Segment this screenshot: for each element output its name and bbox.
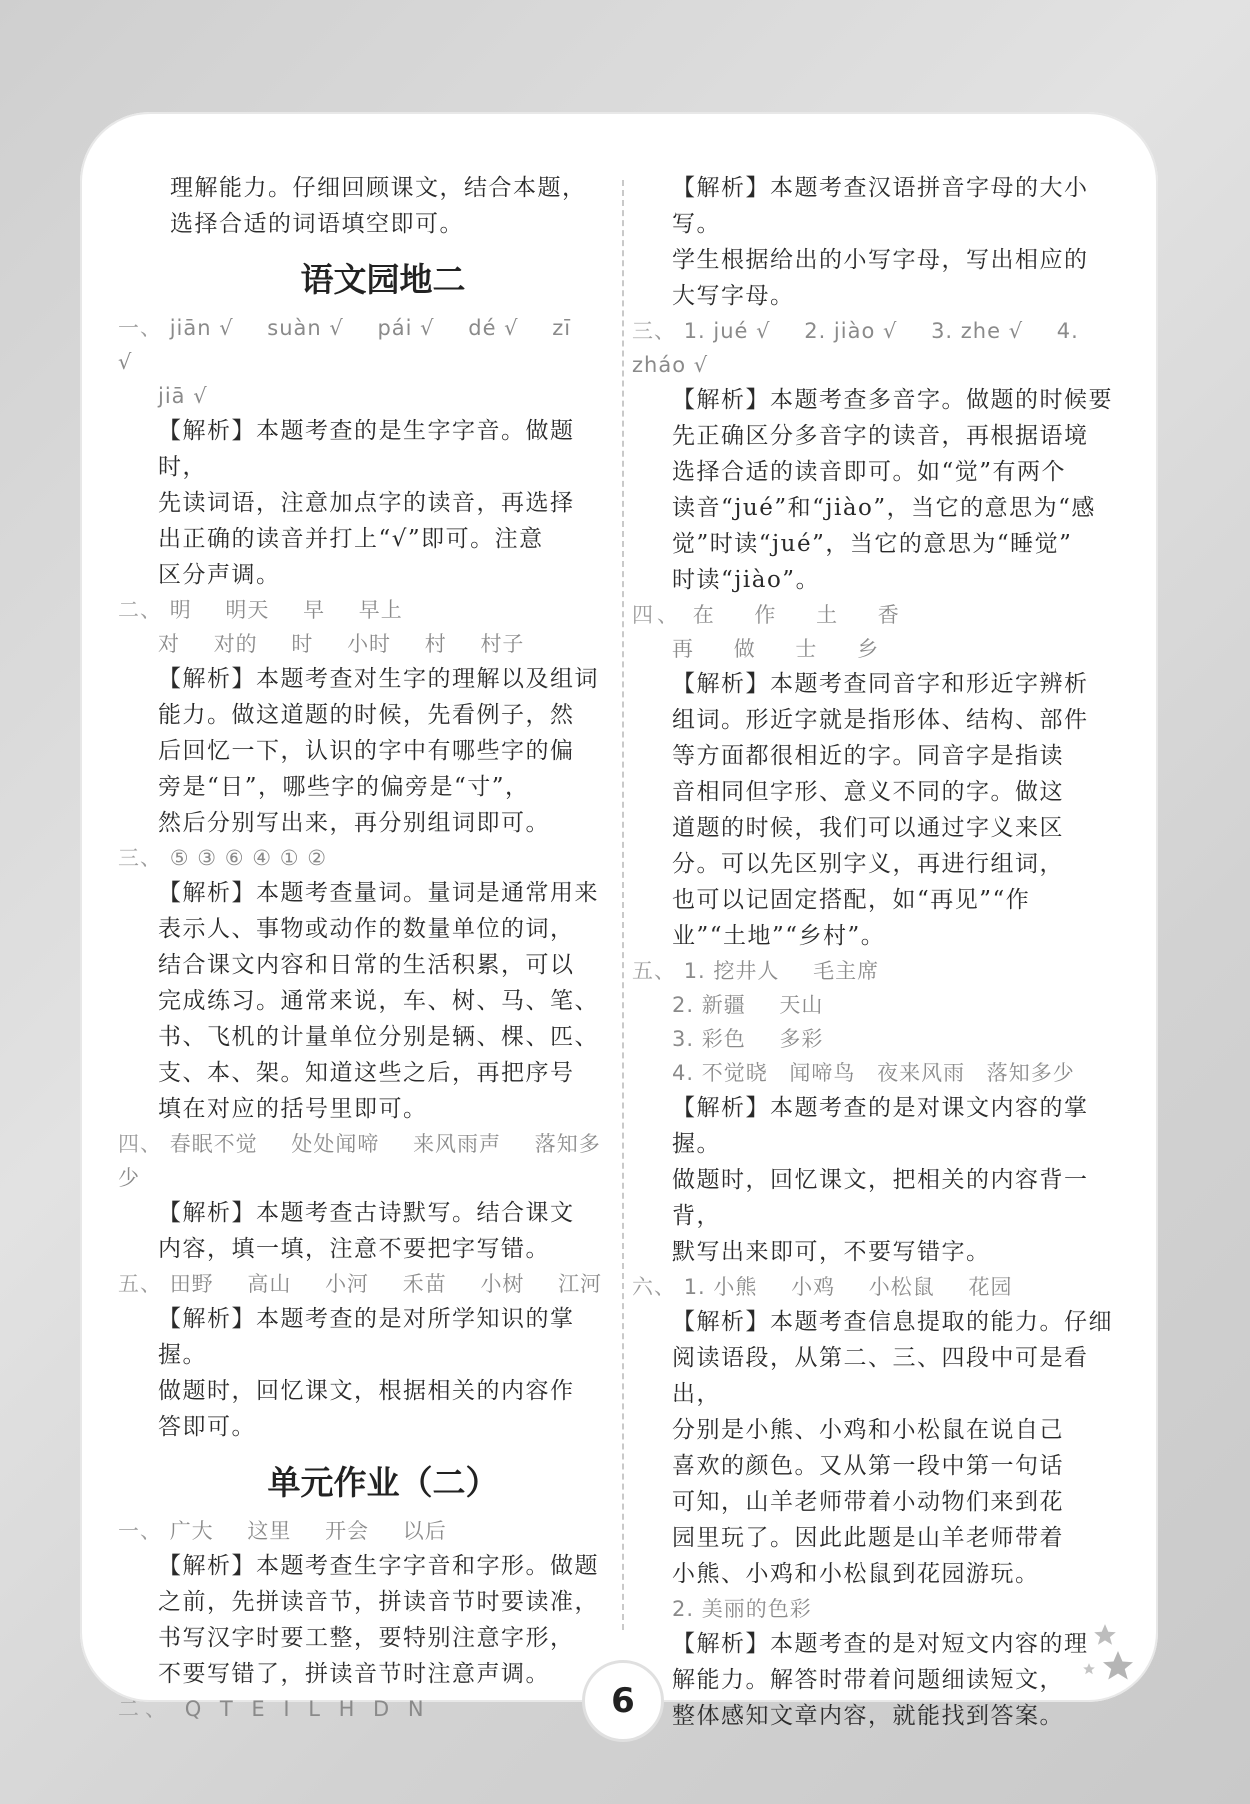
page-number: 6 — [582, 1660, 664, 1742]
section-title-unit-homework: 单元作业（二） — [267, 1463, 499, 1502]
q2-analysis: 【解析】本题考查对生字的理解以及组词 能力。做这道题的时候，先看例子，然 后回忆一下，认识的字中有哪些字的偏 旁是“日”，哪些字的偏旁是“寸”， 然后分别写出来，再分别组词即可。 — [158, 666, 599, 836]
u5-answer: 五、 1. 挖井人 毛主席 2. 新疆 天山 3. 彩色 多彩 4. 不觉晓 闻啼鸟 夜来风雨 落知多少 — [632, 959, 1075, 1085]
u2-analysis: 【解析】本题考查汉语拼音字母的大小写。 学生根据给出的小写字母，写出相应的 大写字母。 — [672, 175, 1089, 309]
q1-answer: 一、 jiān √ suàn √ pái √ dé √ zī √ jiā √ — [118, 316, 572, 408]
u5-analysis: 【解析】本题考查的是对课文内容的掌握。 做题时，回忆课文，把相关的内容背一背， 默写出来即可，不要写错字。 — [672, 1095, 1089, 1265]
u4-analysis: 【解析】本题考查同音字和形近字辨析 组词。形近字就是指形体、结构、部件 等方面都很相近的字。同音字是指读 音相同但字形、意义不同的字。做这 道题的时候，我们可以通过字义来区 分。可以先区别字义，再进行组词， 也可以记固定搭配，如“再见”“作 业”“土地”“乡村”。 — [672, 671, 1089, 949]
q2-answer: 二、 明 明天 早 早上 对 对的 时 小时 村 村子 — [118, 598, 525, 656]
q4-answer: 四、 春眠不觉 处处闻啼 来风雨声 落知多少 — [118, 1132, 601, 1190]
star-icon-small — [1082, 1662, 1096, 1676]
star-icon-large — [1100, 1648, 1136, 1684]
left-column — [118, 170, 608, 1726]
u1-analysis: 【解析】本题考查生字字音和字形。做题 之前，先拼读音节，拼读音节时要读准， 书写汉字时要工整，要特别注意字形， 不要写错了，拼读音节时注意声调。 — [158, 1553, 599, 1687]
star-icon — [1092, 1622, 1118, 1648]
u6-answer-2: 2. 美丽的色彩 — [672, 1597, 812, 1621]
right-column — [632, 170, 1122, 1734]
q5-answer: 五、 田野 高山 小河 禾苗 小树 江河 — [118, 1272, 603, 1296]
section-title-yuwen-yuandi: 语文园地二 — [300, 260, 466, 299]
u6-analysis-2: 【解析】本题考查的是对短文内容的理 解能力。解答时带着问题细读短文， 整体感知文章内容，就能找到答案。 — [672, 1631, 1089, 1729]
q4-analysis: 【解析】本题考查古诗默写。结合课文 内容，填一填，注意不要把字写错。 — [158, 1200, 575, 1262]
q3-analysis: 【解析】本题考查量词。量词是通常用来 表示人、事物或动作的数量单位的词， 结合课文内容和日常的生活积累，可以 完成练习。通常来说，车、树、马、笔、 书、飞机的计量单位分别是辆、棵、匹、 支、本、架。知道这些之后，再把序号 填在对应的括号里即可。 — [158, 880, 599, 1122]
u6-answer-1: 六、 1. 小熊 小鸡 小松鼠 花园 — [632, 1275, 1013, 1299]
u2-answer: 二、 Q T E I L H D N — [118, 1697, 430, 1721]
u1-answer: 一、 广大 这里 开会 以后 — [118, 1519, 447, 1543]
q1-analysis: 【解析】本题考查的是生字字音。做题时， 先读词语，注意加点字的读音，再选择 出正确的读音并打上“√”即可。注意 区分声调。 — [158, 418, 575, 588]
q5-analysis: 【解析】本题考查的是对所学知识的掌握。 做题时，回忆课文，根据相关的内容作 答即可。 — [158, 1306, 575, 1440]
u3-analysis: 【解析】本题考查多音字。做题的时候要 先正确区分多音字的读音，再根据语境 选择合适的读音即可。如“觉”有两个 读音“jué”和“jiào”，当它的意思为“感 觉”时读“jué”，当它的意思为“睡觉” 时读“jiào”。 — [672, 387, 1113, 593]
q3-answer: 三、 ⑤ ③ ⑥ ④ ① ② — [118, 846, 328, 870]
u4-answer: 四、 在 作 土 香 再 做 士 乡 — [632, 603, 903, 661]
u6-analysis-1: 【解析】本题考查信息提取的能力。仔细 阅读语段，从第二、三、四段中可是看出， 分别是小熊、小鸡和小松鼠在说自己 喜欢的颜色。又从第一段中第一句话 可知，山羊老师带着小动物们来到花 园里玩了。因此此题是山羊老师带着 小熊、小鸡和小松鼠到花园游玩。 — [672, 1309, 1113, 1587]
column-divider — [622, 180, 624, 1630]
intro-text: 理解能力。仔细回顾课文，结合本题， 选择合适的词语填空即可。 — [170, 175, 587, 237]
u3-answer: 三、 1. jué √ 2. jiào √ 3. zhe √ 4. zháo √ — [632, 319, 1079, 377]
